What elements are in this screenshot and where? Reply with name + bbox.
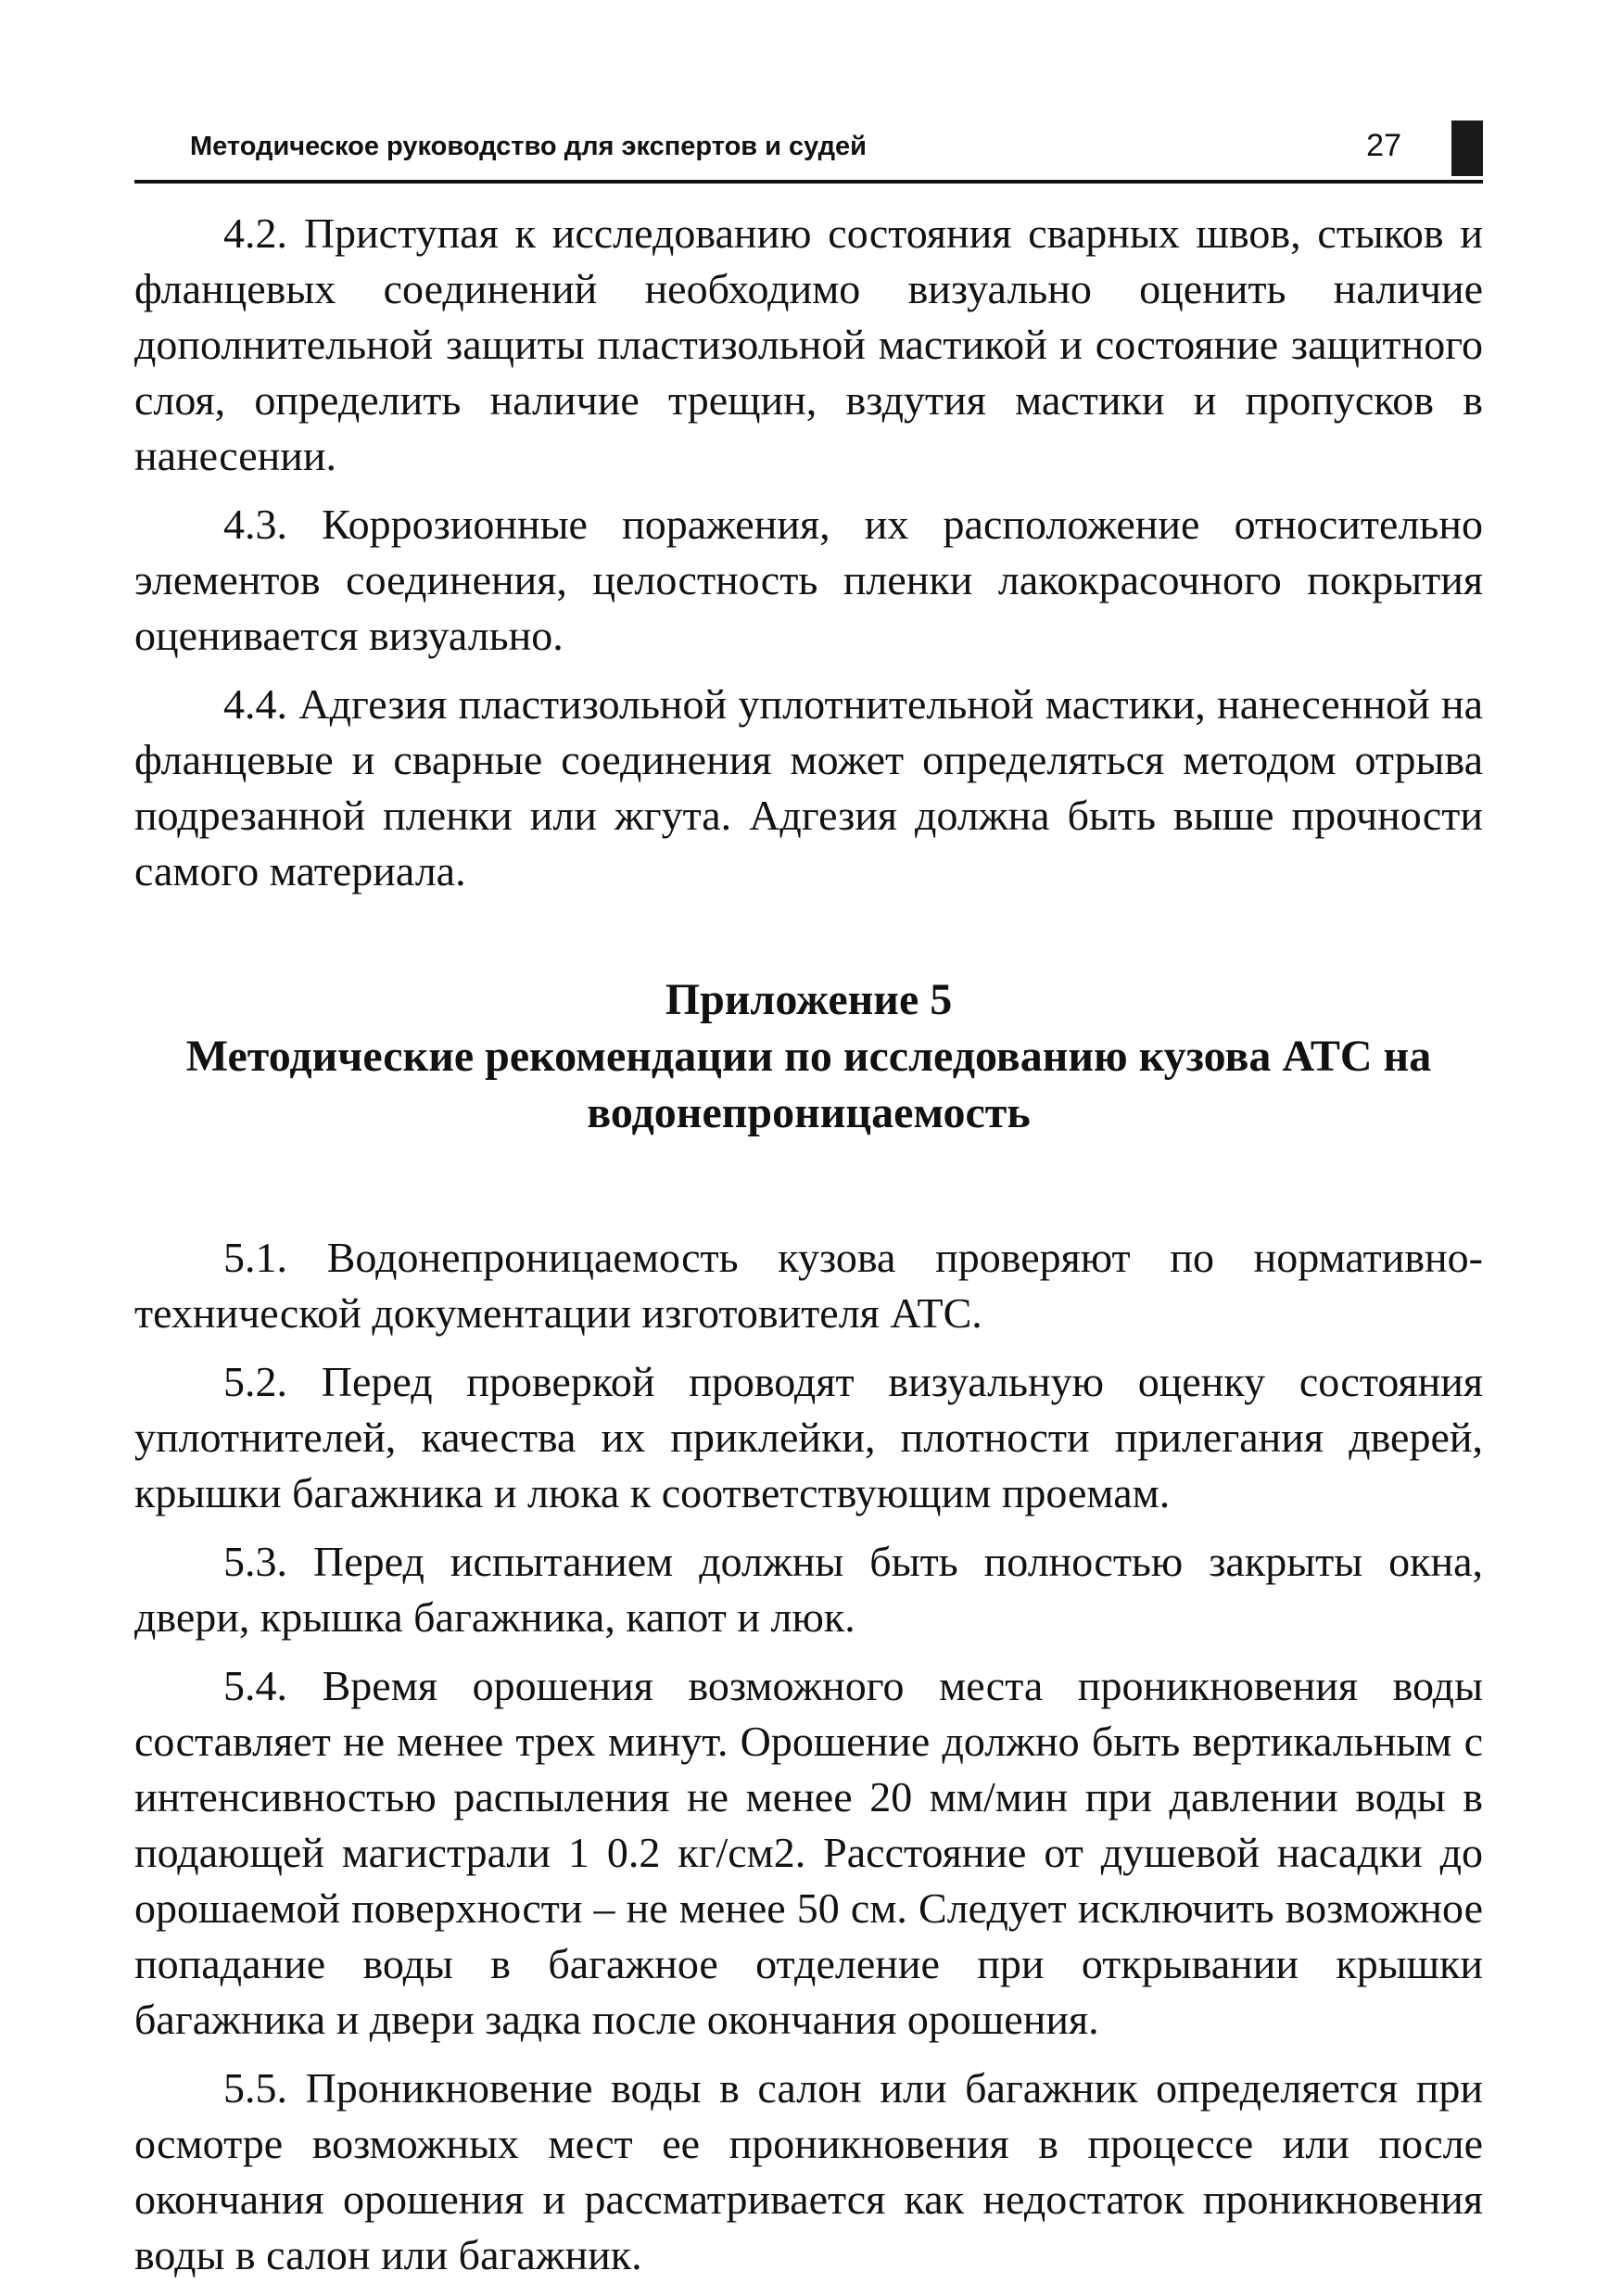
page-number: 27 bbox=[1366, 128, 1401, 163]
section-4-text bbox=[134, 206, 1483, 899]
appendix-label: Приложение 5 bbox=[665, 975, 953, 1024]
paragraph-5-1: 5.1. Водонепроницаемость кузова проверяют по нормативно-технической документации изготовителя АТС. bbox=[134, 1234, 1483, 1337]
paragraph-4-4: 4.4. Адгезия пластизольной уплотнительной мастики, нанесенной на фланцевые и сварные соединения может определяться методом отрыва подрезанной пленки или жгута. Адгезия должна быть выше прочности самого материала. bbox=[134, 680, 1483, 894]
paragraph-5-3: 5.3. Перед испытанием должны быть полностью закрыты окна, двери, крышка багажника, капот и люк. bbox=[134, 1538, 1483, 1641]
appendix-heading bbox=[134, 971, 1483, 1141]
section-5-text bbox=[134, 1230, 1483, 2283]
book-page bbox=[134, 121, 1483, 2296]
header-title: Методическое руководство для экспертов и судей bbox=[190, 132, 867, 161]
running-header bbox=[134, 121, 1483, 184]
paragraph-5-2: 5.2. Перед проверкой проводят визуальную оценку состояния уплотнителей, качества их приклейки, плотности прилегания дверей, крышки багажника и люка к соответствующим проемам. bbox=[134, 1358, 1483, 1516]
paragraph-5-4: 5.4. Время орошения возможного места проникновения воды составляет не менее трех минут. Орошение должно быть вертикальным с интенсивностью распыления не менее 20 мм/мин при давлении воды в подающей магистрали 1 0.2 кг/см2. Расстояние от душевой насадки до орошаемой поверхности – не менее 50 см. Следует исключить возможное попадание воды в багажное отделение при открывании крышки багажника и двери задка после окончания орошения. bbox=[134, 1662, 1483, 2043]
paragraph-4-2: 4.2. Приступая к исследованию состояния сварных швов, стыков и фланцевых соединений необходимо визуально оценить наличие дополнительной защиты пластизольной мастикой и состояние защитного слоя, определить наличие трещин, вздутия мастики и пропусков в нанесении. bbox=[134, 209, 1483, 479]
paragraph-4-3: 4.3. Коррозионные поражения, их расположение относительно элементов соединения, целостность пленки лакокрасочного покрытия оценивается визуально. bbox=[134, 501, 1483, 659]
appendix-title: Методические рекомендации по исследованию кузова АТС на водонепроницаемость bbox=[185, 1032, 1432, 1137]
paragraph-5-5: 5.5. Проникновение воды в салон или багажник определяется при осмотре возможных мест ее проникновения в процессе или после окончания орошения и рассматривается как недостаток проникновения воды в салон или багажник. bbox=[134, 2064, 1483, 2278]
page-edge-marker-icon bbox=[1451, 121, 1483, 176]
